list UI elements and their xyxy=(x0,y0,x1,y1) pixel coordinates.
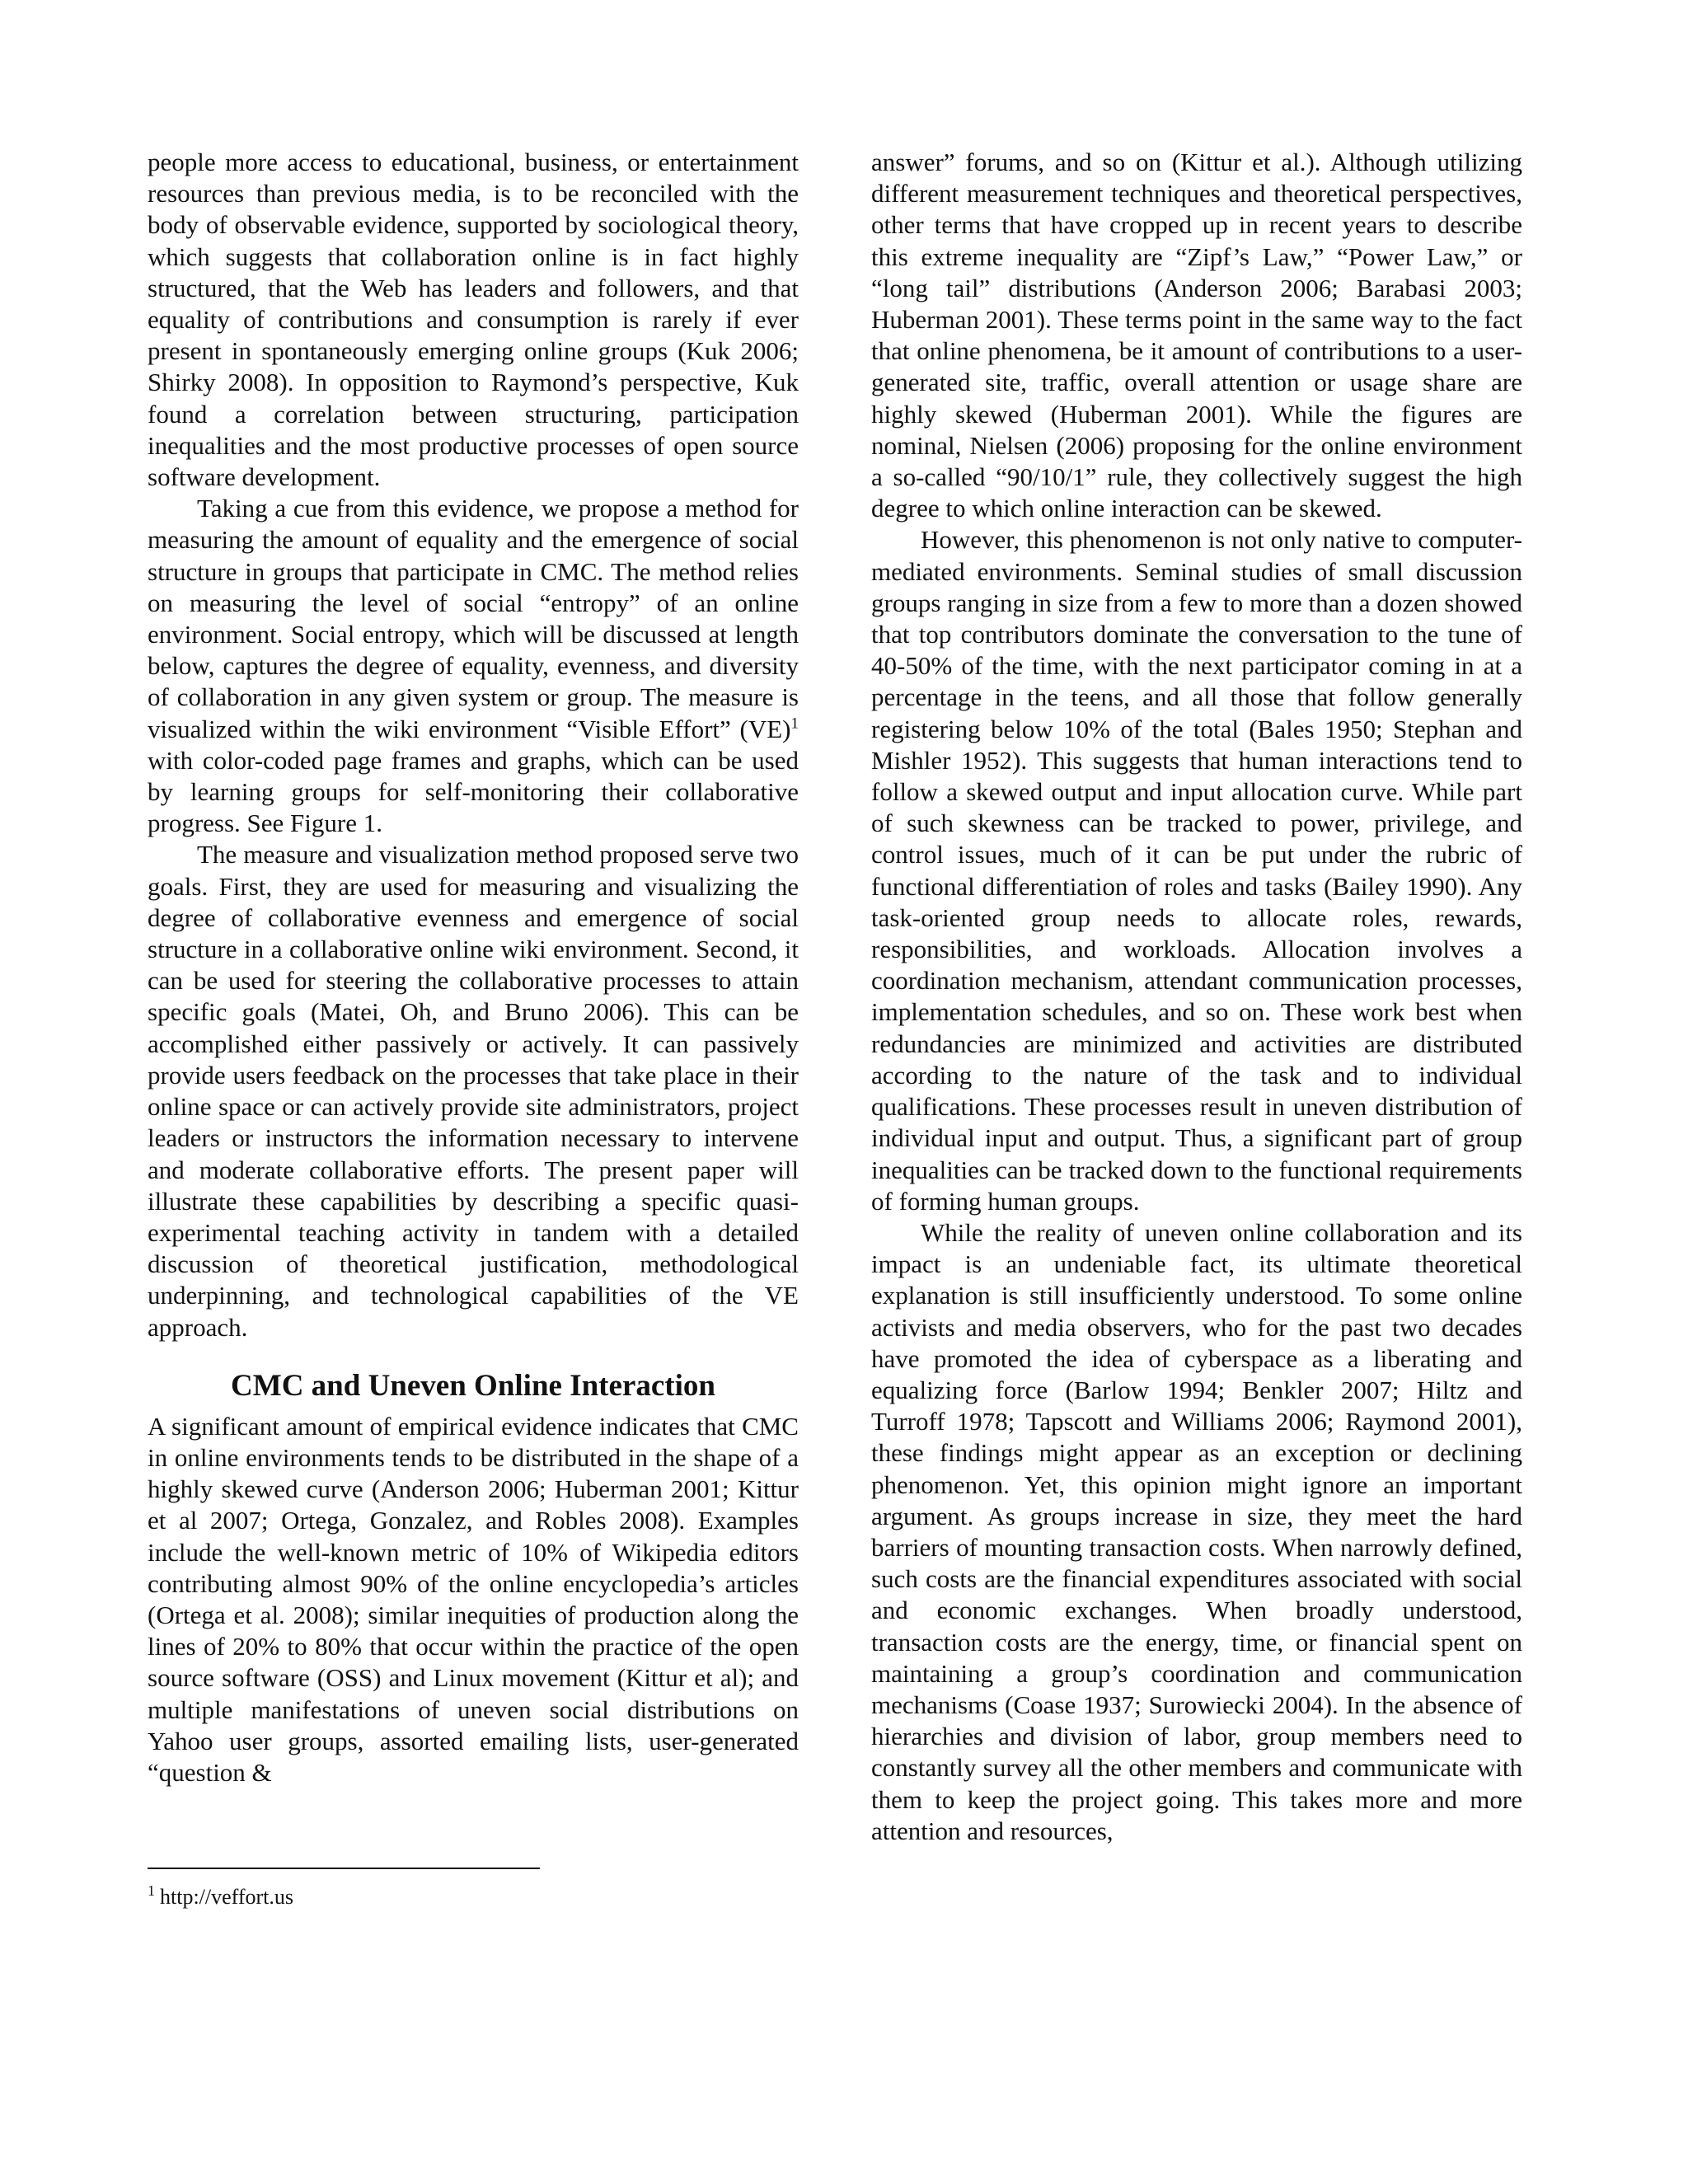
paragraph-left-2-text-a: Taking a cue from this evidence, we propose a method for measuring the amount of equality and the emergence of social structure in groups that participate in CMC. The method relies on measuring the level of social “entropy” of an online environment. Social entropy, which will be discussed at length below, captures the degree of equality, evenness, and diversity of collaboration in any given system or group. The measure is visualized within the wiki environment “Visible Effort” (VE) xyxy=(148,494,799,743)
footnote-divider xyxy=(148,1868,540,1869)
paragraph-right-3: While the reality of uneven online collaboration and its impact is an undeniable fact, its ultimate theoretical explanation is still insufficiently understood. To some online activists and media observers, who for the past two decades have promoted the idea of cyberspace as a liberating and equalizing force (Barlow 1994; Benkler 2007; Hiltz and Turroff 1978; Tapscott and Williams 2006; Raymond 2001), these findings might appear as an exception or declining phenomenon. Yet, this opinion might ignore an important argument. As groups increase in size, they meet the hard barriers of mounting transaction costs. When narrowly defined, such costs are the financial expenditures associated with social and economic exchanges. When broadly understood, transaction costs are the energy, time, or financial spent on maintaining a group’s coordination and communication mechanisms (Coase 1937; Surowiecki 2004). In the absence of hierarchies and division of labor, group members need to constantly survey all the other members and communicate with them to keep the project going. This takes more and more attention and resources, xyxy=(871,1217,1522,1845)
paragraph-right-1: answer” forums, and so on (Kittur et al.). Although utilizing different measurement techniques and theoretical perspectives, other terms that have cropped up in recent years to describe this extreme inequality are “Zipf’s Law,” “Power Law,” or “long tail” distributions (Anderson 2006; Barabasi 2003; Huberman 2001). These terms point in the same way to the fact that online phenomena, be it amount of contributions to a user-generated site, traffic, overall attention or usage share are highly skewed (Huberman 2001). While the figures are nominal, Nielsen (2006) proposing for the online environment a so-called “90/10/1” rule, they collectively suggest the high degree to which online interaction can be skewed. xyxy=(871,148,1522,523)
footnote-mark: 1 xyxy=(148,1882,155,1900)
right-column xyxy=(871,147,1522,1847)
footnote xyxy=(148,1884,293,1910)
section-heading: CMC and Uneven Online Interaction xyxy=(231,1368,715,1403)
paragraph-left-2-text-b: with color-coded page frames and graphs, which can be used by learning groups for self-monitoring their collaborative progress. See Figure 1. xyxy=(148,745,799,838)
paragraph-left-2 xyxy=(148,493,799,839)
left-column xyxy=(148,147,799,1788)
paragraph-left-4: A significant amount of empirical evidence indicates that CMC in online environments tends to be distributed in the shape of a highly skewed curve (Anderson 2006; Huberman 2001; Kittur et al 2007; Ortega, Gonzalez, and Robles 2008). Examples include the well-known metric of 10% of Wikipedia editors contributing almost 90% of the online encyclopedia’s articles (Ortega et al. 2008); similar inequities of production along the lines of 20% to 80% that occur within the practice of the open source software (OSS) and Linux movement (Kittur et al); and multiple manifestations of uneven social distributions on Yahoo user groups, assorted emailing lists, user-generated “question & xyxy=(148,1411,799,1787)
paragraph-right-2: However, this phenomenon is not only native to computer-mediated environments. Seminal studies of small discussion groups ranging in size from a few to more than a dozen showed that top contributors dominate the conversation to the tune of 40-50% of the time, with the next participator coming in at a percentage in the teens, and all those that follow generally registering below 10% of the total (Bales 1950; Stephan and Mishler 1952). This suggests that human interactions tend to follow a skewed output and input allocation curve. While part of such skewness can be tracked to power, privilege, and control issues, much of it can be put under the rubric of functional differentiation of roles and tasks (Bailey 1990). Any task-oriented group needs to allocate roles, rewards, responsibilities, and workloads. Allocation involves a coordination mechanism, attendant communication processes, implementation schedules, and so on. These work best when redundancies are minimized and activities are distributed according to the nature of the task and to individual qualifications. These processes result in uneven distribution of individual input and output. Thus, a significant part of group inequalities can be tracked down to the functional requirements of forming human groups. xyxy=(871,525,1522,1216)
footnote-link-text: http://veffort.us xyxy=(160,1885,294,1909)
paragraph-left-1: people more access to educational, business, or entertainment resources than previous media, is to be reconciled with the body of observable evidence, supported by sociological theory, which suggests that collaboration online is in fact highly structured, that the Web has leaders and followers, and that equality of contributions and consumption is rarely if ever present in spontaneously emerging online groups (Kuk 2006; Shirky 2008). In opposition to Raymond’s perspective, Kuk found a correlation between structuring, participation inequalities and the most productive processes of open source software development. xyxy=(148,148,799,492)
footnote-reference: 1 xyxy=(790,715,799,733)
paragraph-left-3: The measure and visualization method proposed serve two goals. First, they are used for measuring and visualizing the degree of collaborative evenness and emergence of social structure in a collaborative online wiki environment. Second, it can be used for steering the collaborative processes to attain specific goals (Matei, Oh, and Bruno 2006). This can be accomplished either passively or actively. It can passively provide users feedback on the processes that take place in their online space or can actively provide site administrators, project leaders or instructors the information necessary to intervene and moderate collaborative efforts. The present paper will illustrate these capabilities by describing a specific quasi-experimental teaching activity in tandem with a detailed discussion of theoretical justification, methodological underpinning, and technological capabilities of the VE approach. xyxy=(148,840,799,1342)
